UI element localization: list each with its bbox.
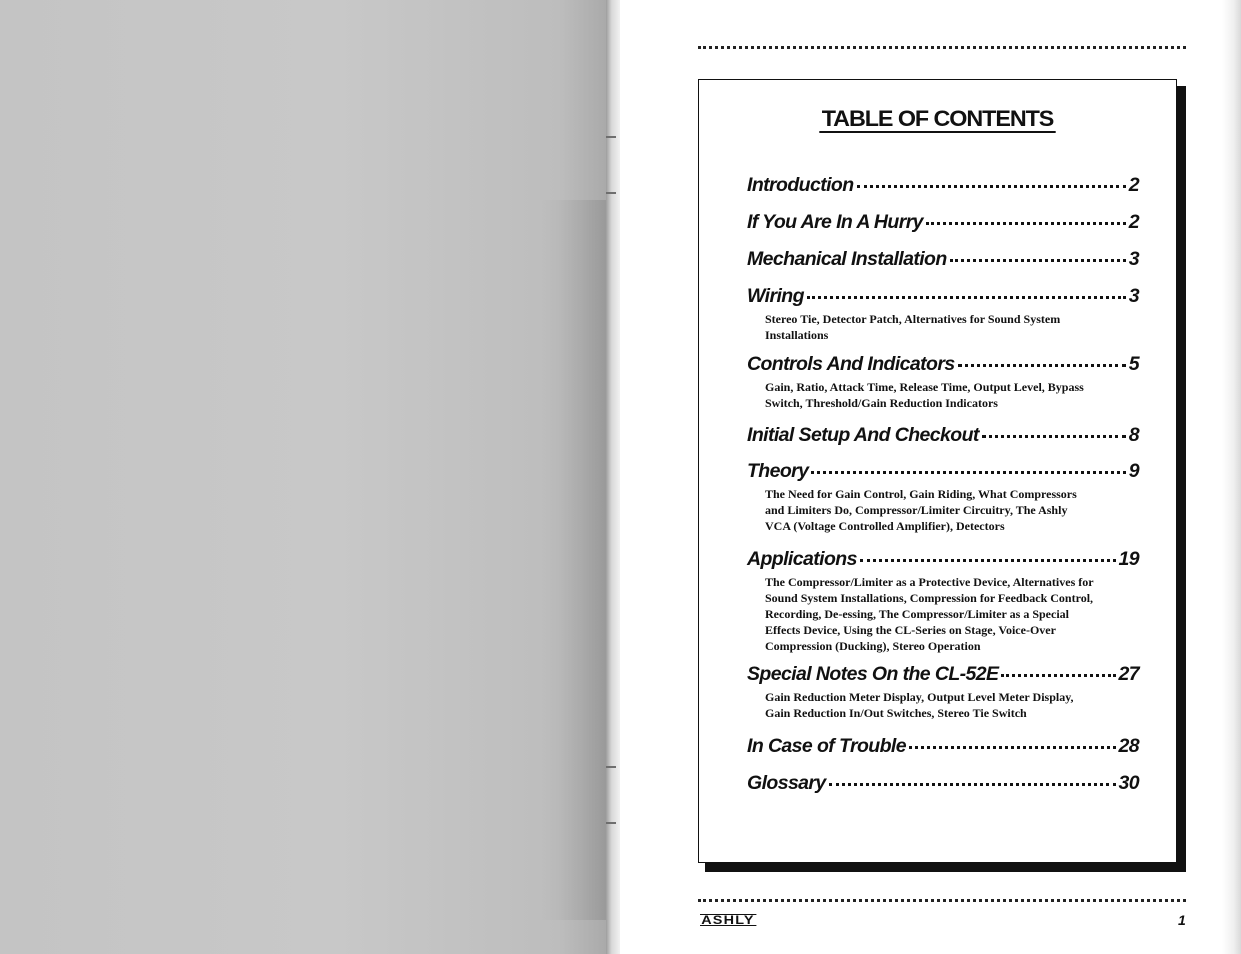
toc-entry-description: The Compressor/Limiter as a Protective Device, Alternatives for Sound System Installations, Compression for Feedback Control, Recording, De-essing, The Compressor/Limiter as a Special Effects Device, Using the CL-Series on Stage, Voice-Over Compression (Ducking), Stereo Operation	[765, 575, 1094, 653]
toc-title-text: TABLE OF CONTENTS	[820, 106, 1056, 133]
bottom-dotted-rule	[698, 899, 1186, 902]
toc-entry-title: Introduction	[747, 174, 854, 196]
dot-leader	[860, 559, 1116, 562]
dot-leader	[950, 259, 1126, 262]
toc-entry-page: 28	[1118, 735, 1139, 757]
toc-entry-applications	[747, 548, 1139, 654]
toc-entry-title: Applications	[747, 548, 857, 570]
toc-entry-page: 3	[1128, 248, 1139, 270]
toc-entry-title: Initial Setup And Checkout	[747, 424, 979, 446]
staple-mark	[606, 136, 616, 138]
dot-leader	[829, 783, 1116, 786]
toc-entry-special-notes	[747, 663, 1139, 721]
toc-entry-page: 3	[1128, 285, 1139, 307]
right-page-edge	[1222, 0, 1241, 954]
toc-entry-description: Stereo Tie, Detector Patch, Alternatives for Sound System Installations	[765, 312, 1061, 342]
toc-box	[698, 79, 1177, 863]
toc-entry-title: Mechanical Installation	[747, 248, 947, 270]
toc-entry-page: 27	[1118, 663, 1139, 685]
toc-entry-description: The Need for Gain Control, Gain Riding, What Compressors and Limiters Do, Compressor/Limiter Circuitry, The Ashly VCA (Voltage Controlled Amplifier), Detectors	[765, 487, 1077, 533]
toc-entry-title: If You Are In A Hurry	[747, 211, 923, 233]
toc-entry-theory	[747, 460, 1139, 534]
toc-entry-mechanical-installation	[747, 248, 1139, 274]
toc-entry-page: 5	[1128, 353, 1139, 375]
staple-mark	[606, 766, 616, 768]
dot-leader	[909, 746, 1116, 749]
toc-entry-page: 19	[1118, 548, 1139, 570]
toc-entry-wiring	[747, 285, 1139, 343]
book-spine	[606, 0, 620, 954]
brand-logo: ASHLY	[701, 913, 755, 927]
staple-mark	[606, 192, 616, 194]
dot-leader	[926, 222, 1126, 225]
toc-entry-title: Glossary	[747, 772, 826, 794]
page-fold-shadow	[540, 200, 608, 920]
blank-left-page	[0, 0, 608, 954]
toc-entry-page: 9	[1128, 460, 1139, 482]
toc-entry-title: Theory	[747, 460, 809, 482]
staple-mark	[606, 822, 616, 824]
toc-entry-description: Gain, Ratio, Attack Time, Release Time, Output Level, Bypass Switch, Threshold/Gain Reduction Indicators	[765, 380, 1084, 410]
toc-entry-title: Controls And Indicators	[747, 353, 955, 375]
toc-entry-title: Wiring	[747, 285, 804, 307]
dot-leader	[1001, 674, 1115, 677]
dot-leader	[807, 296, 1126, 299]
toc-entry-page: 2	[1128, 211, 1139, 233]
toc-entry-trouble	[747, 735, 1139, 761]
toc-entry-page: 8	[1128, 424, 1139, 446]
toc-entry-introduction	[747, 174, 1139, 200]
toc-entry-glossary	[747, 772, 1139, 798]
page-number: 1	[1178, 912, 1186, 928]
toc-entry-controls-indicators	[747, 353, 1139, 411]
dot-leader	[857, 185, 1126, 188]
toc-entry-hurry	[747, 211, 1139, 237]
toc-title	[685, 106, 1191, 132]
dot-leader	[811, 471, 1125, 474]
toc-entry-description: Gain Reduction Meter Display, Output Level Meter Display, Gain Reduction In/Out Switches, Stereo Tie Switch	[765, 690, 1074, 720]
toc-entry-initial-setup	[747, 424, 1139, 450]
dot-leader	[982, 435, 1126, 438]
toc-entry-title: Special Notes On the CL-52E	[747, 663, 999, 685]
toc-entry-title: In Case of Trouble	[747, 735, 906, 757]
top-dotted-rule	[698, 46, 1186, 49]
toc-entry-page: 2	[1128, 174, 1139, 196]
toc-entry-page: 30	[1118, 772, 1139, 794]
dot-leader	[958, 364, 1126, 367]
